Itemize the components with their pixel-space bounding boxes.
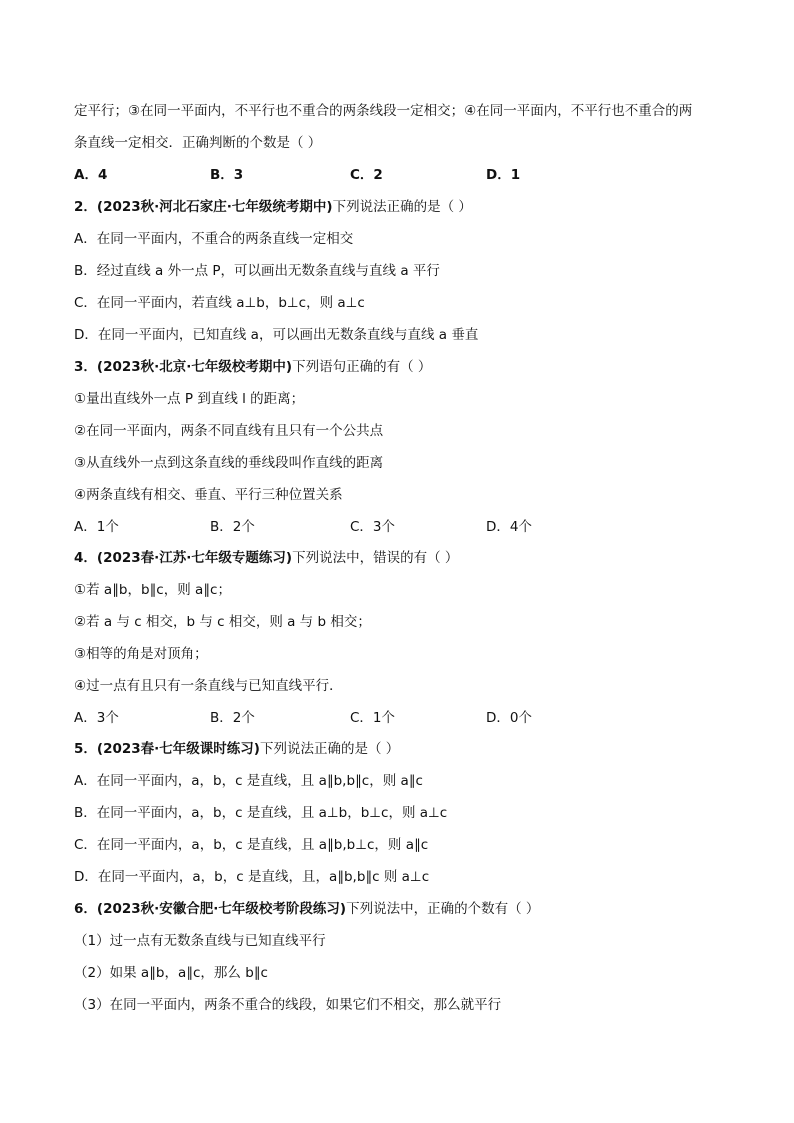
q2-option-d: D．在同一平面内，已知直线 a，可以画出无数条直线与直线 a 垂直 <box>74 327 479 343</box>
q6-stem <box>74 899 539 919</box>
q1-options <box>74 165 734 185</box>
q4-statement-4: ④过一点有且只有一条直线与已知直线平行． <box>74 678 343 694</box>
q4-option-d: D．0个 <box>486 710 532 726</box>
q3-statement-1: ①量出直线外一点 P 到直线 l 的距离； <box>74 391 305 407</box>
q6-statement-2: （2）如果 a∥b，a∥c，那么 b∥c <box>74 965 268 981</box>
q4-option-b: B．2个 <box>210 710 255 726</box>
q6-statement-1: （1）过一点有无数条直线与已知直线平行 <box>74 933 326 949</box>
q1-line-2: 条直线一定相交．正确判断的个数是（ ） <box>74 135 322 151</box>
q2-option-b: B．经过直线 a 外一点 P，可以画出无数条直线与直线 a 平行 <box>74 263 440 279</box>
q3-source: (2023秋·北京·七年级校考期中) <box>96 359 293 375</box>
q2-number: 2． <box>74 199 97 215</box>
q1-option-c: C．2 <box>350 167 383 183</box>
q5-stem <box>74 739 399 759</box>
q2-option-a: A．在同一平面内，不重合的两条直线一定相交 <box>74 231 354 247</box>
q3-option-b: B．2个 <box>210 519 255 535</box>
q2-option-c: C．在同一平面内，若直线 a⊥b，b⊥c，则 a⊥c <box>74 295 365 311</box>
q2-stem <box>74 197 472 217</box>
q4-number: 4． <box>74 550 97 566</box>
q1-line-1: 定平行；③在同一平面内，不平行也不重合的两条线段一定相交；④在同一平面内，不平行也不重合的两 <box>74 103 693 119</box>
q3-stem <box>74 357 431 377</box>
q6-question: 下列说法中，正确的个数有（ ） <box>346 901 540 917</box>
q3-option-a: A．1个 <box>74 519 119 535</box>
q5-option-b: B．在同一平面内，a，b，c 是直线，且 a⊥b，b⊥c，则 a⊥c <box>74 805 448 821</box>
q4-question: 下列说法中，错误的有（ ） <box>292 550 459 566</box>
q6-number: 6． <box>74 901 97 917</box>
q5-source: (2023春·七年级课时练习) <box>96 741 260 757</box>
q4-source: (2023春·江苏·七年级专题练习) <box>96 550 293 566</box>
q4-stem <box>74 548 458 568</box>
q3-statement-3: ③从直线外一点到这条直线的垂线段叫作直线的距离 <box>74 455 384 471</box>
q5-number: 5． <box>74 741 97 757</box>
q3-options <box>74 517 734 537</box>
q4-option-a: A．3个 <box>74 710 119 726</box>
q4-statement-3: ③相等的角是对顶角； <box>74 646 208 662</box>
q3-question: 下列语句正确的有（ ） <box>292 359 432 375</box>
q3-number: 3． <box>74 359 97 375</box>
q6-statement-3: （3）在同一平面内，两条不重合的线段，如果它们不相交，那么就平行 <box>74 997 502 1013</box>
q4-option-c: C．1个 <box>350 710 396 726</box>
q5-option-c: C．在同一平面内，a，b，c 是直线，且 a∥b,b⊥c，则 a∥c <box>74 837 429 853</box>
q1-option-b: B．3 <box>210 167 244 183</box>
q3-statement-2: ②在同一平面内，两条不同直线有且只有一个公共点 <box>74 423 384 439</box>
q4-options <box>74 708 734 728</box>
q4-statement-2: ②若 a 与 c 相交，b 与 c 相交，则 a 与 b 相交； <box>74 614 371 630</box>
q5-option-d: D．在同一平面内，a，b，c 是直线，且，a∥b,b∥c 则 a⊥c <box>74 869 430 885</box>
q3-option-c: C．3个 <box>350 519 396 535</box>
q5-option-a: A．在同一平面内，a，b，c 是直线，且 a∥b,b∥c，则 a∥c <box>74 773 423 789</box>
q5-question: 下列说法正确的是（ ） <box>259 741 400 757</box>
q3-option-d: D．4个 <box>486 519 532 535</box>
q3-statement-4: ④两条直线有相交、垂直、平行三种位置关系 <box>74 487 343 503</box>
q2-source: (2023秋·河北石家庄·七年级统考期中) <box>96 199 333 215</box>
q1-option-d: D．1 <box>486 167 521 183</box>
q4-statement-1: ①若 a∥b，b∥c，则 a∥c； <box>74 582 231 598</box>
q2-question: 下列说法正确的是（ ） <box>332 199 472 215</box>
q6-source: (2023秋·安徽合肥·七年级校考阶段练习) <box>96 901 347 917</box>
q1-option-a: A．4 <box>74 167 108 183</box>
